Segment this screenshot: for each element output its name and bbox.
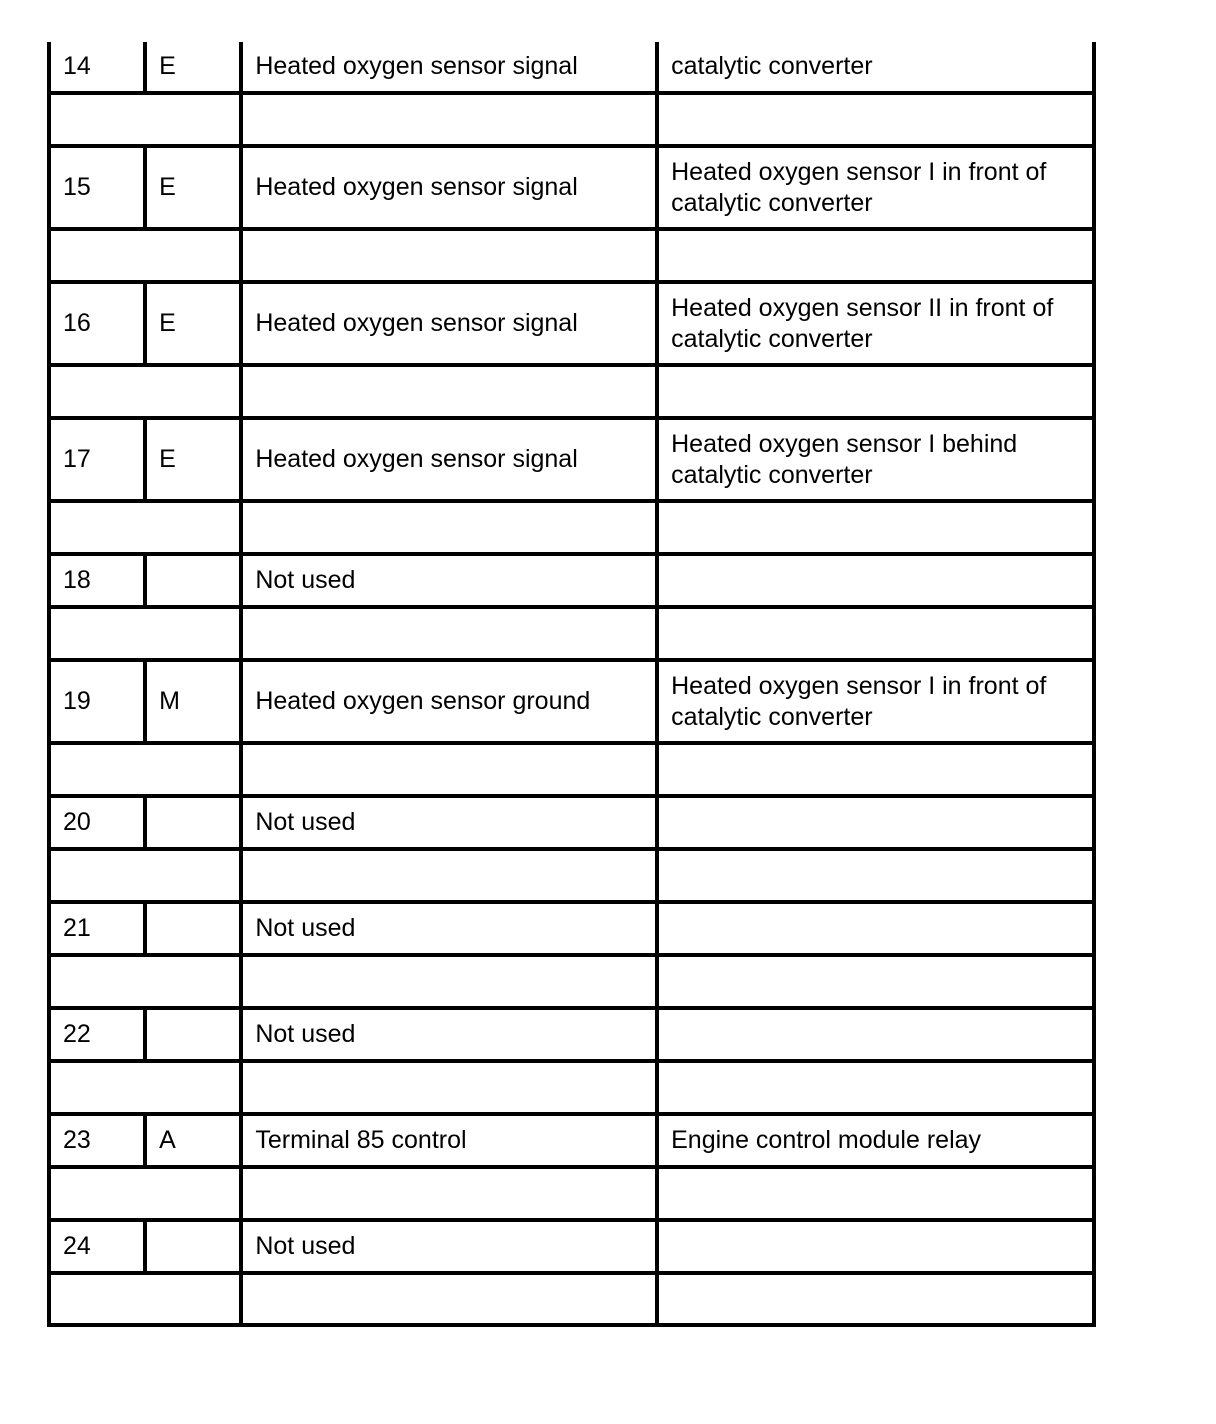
table-row [49, 1114, 1094, 1167]
component-cell [657, 1008, 1094, 1061]
component-cell: Heated oxygen sensor II in front of catalytic converter [657, 282, 1094, 365]
table-row [49, 1220, 1094, 1273]
function-cell: Heated oxygen sensor signal [241, 42, 657, 93]
table-row [49, 282, 1094, 365]
pin-cell: 22 [49, 1008, 145, 1061]
spacer-row [49, 1167, 1094, 1220]
pin-cell: 19 [49, 660, 145, 743]
component-cell: Heated oxygen sensor I in front of catalytic converter [657, 146, 1094, 229]
component-cell [657, 554, 1094, 607]
pin-cell: 16 [49, 282, 145, 365]
component-cell: Heated oxygen sensor I in front of catalytic converter [657, 660, 1094, 743]
function-cell: Heated oxygen sensor ground [241, 660, 657, 743]
spacer-row [49, 849, 1094, 902]
component-cell: catalytic converter [657, 42, 1094, 93]
pin-cell: 17 [49, 418, 145, 501]
table-row [49, 1008, 1094, 1061]
table-row [49, 902, 1094, 955]
pin-cell: 21 [49, 902, 145, 955]
code-cell [145, 1220, 241, 1273]
component-cell [657, 1220, 1094, 1273]
pin-cell: 24 [49, 1220, 145, 1273]
code-cell: E [145, 146, 241, 229]
code-cell [145, 1008, 241, 1061]
spacer-row [49, 229, 1094, 282]
component-cell [657, 796, 1094, 849]
spacer-row [49, 743, 1094, 796]
table-row [49, 146, 1094, 229]
component-cell: Engine control module relay [657, 1114, 1094, 1167]
code-cell: A [145, 1114, 241, 1167]
spacer-row [49, 607, 1094, 660]
code-cell: E [145, 418, 241, 501]
spacer-row [49, 501, 1094, 554]
component-cell [657, 902, 1094, 955]
code-cell: E [145, 282, 241, 365]
function-cell: Not used [241, 554, 657, 607]
function-cell: Not used [241, 902, 657, 955]
pin-assignment-table [47, 42, 1096, 1327]
function-cell: Heated oxygen sensor signal [241, 418, 657, 501]
function-cell: Terminal 85 control [241, 1114, 657, 1167]
function-cell: Not used [241, 1008, 657, 1061]
table-row [49, 660, 1094, 743]
spacer-row [49, 1061, 1094, 1114]
function-cell: Not used [241, 1220, 657, 1273]
pin-cell: 14 [49, 42, 145, 93]
component-cell: Heated oxygen sensor I behind catalytic converter [657, 418, 1094, 501]
table-row [49, 554, 1094, 607]
code-cell [145, 554, 241, 607]
pin-cell: 18 [49, 554, 145, 607]
code-cell: M [145, 660, 241, 743]
table-row [49, 796, 1094, 849]
function-cell: Heated oxygen sensor signal [241, 282, 657, 365]
code-cell [145, 902, 241, 955]
spacer-row [49, 955, 1094, 1008]
pin-cell: 20 [49, 796, 145, 849]
pin-cell: 15 [49, 146, 145, 229]
function-cell: Heated oxygen sensor signal [241, 146, 657, 229]
spacer-row [49, 1273, 1094, 1325]
function-cell: Not used [241, 796, 657, 849]
spacer-row [49, 365, 1094, 418]
table-row [49, 42, 1094, 93]
code-cell: E [145, 42, 241, 93]
spacer-row [49, 93, 1094, 146]
table-row [49, 418, 1094, 501]
code-cell [145, 796, 241, 849]
pin-cell: 23 [49, 1114, 145, 1167]
